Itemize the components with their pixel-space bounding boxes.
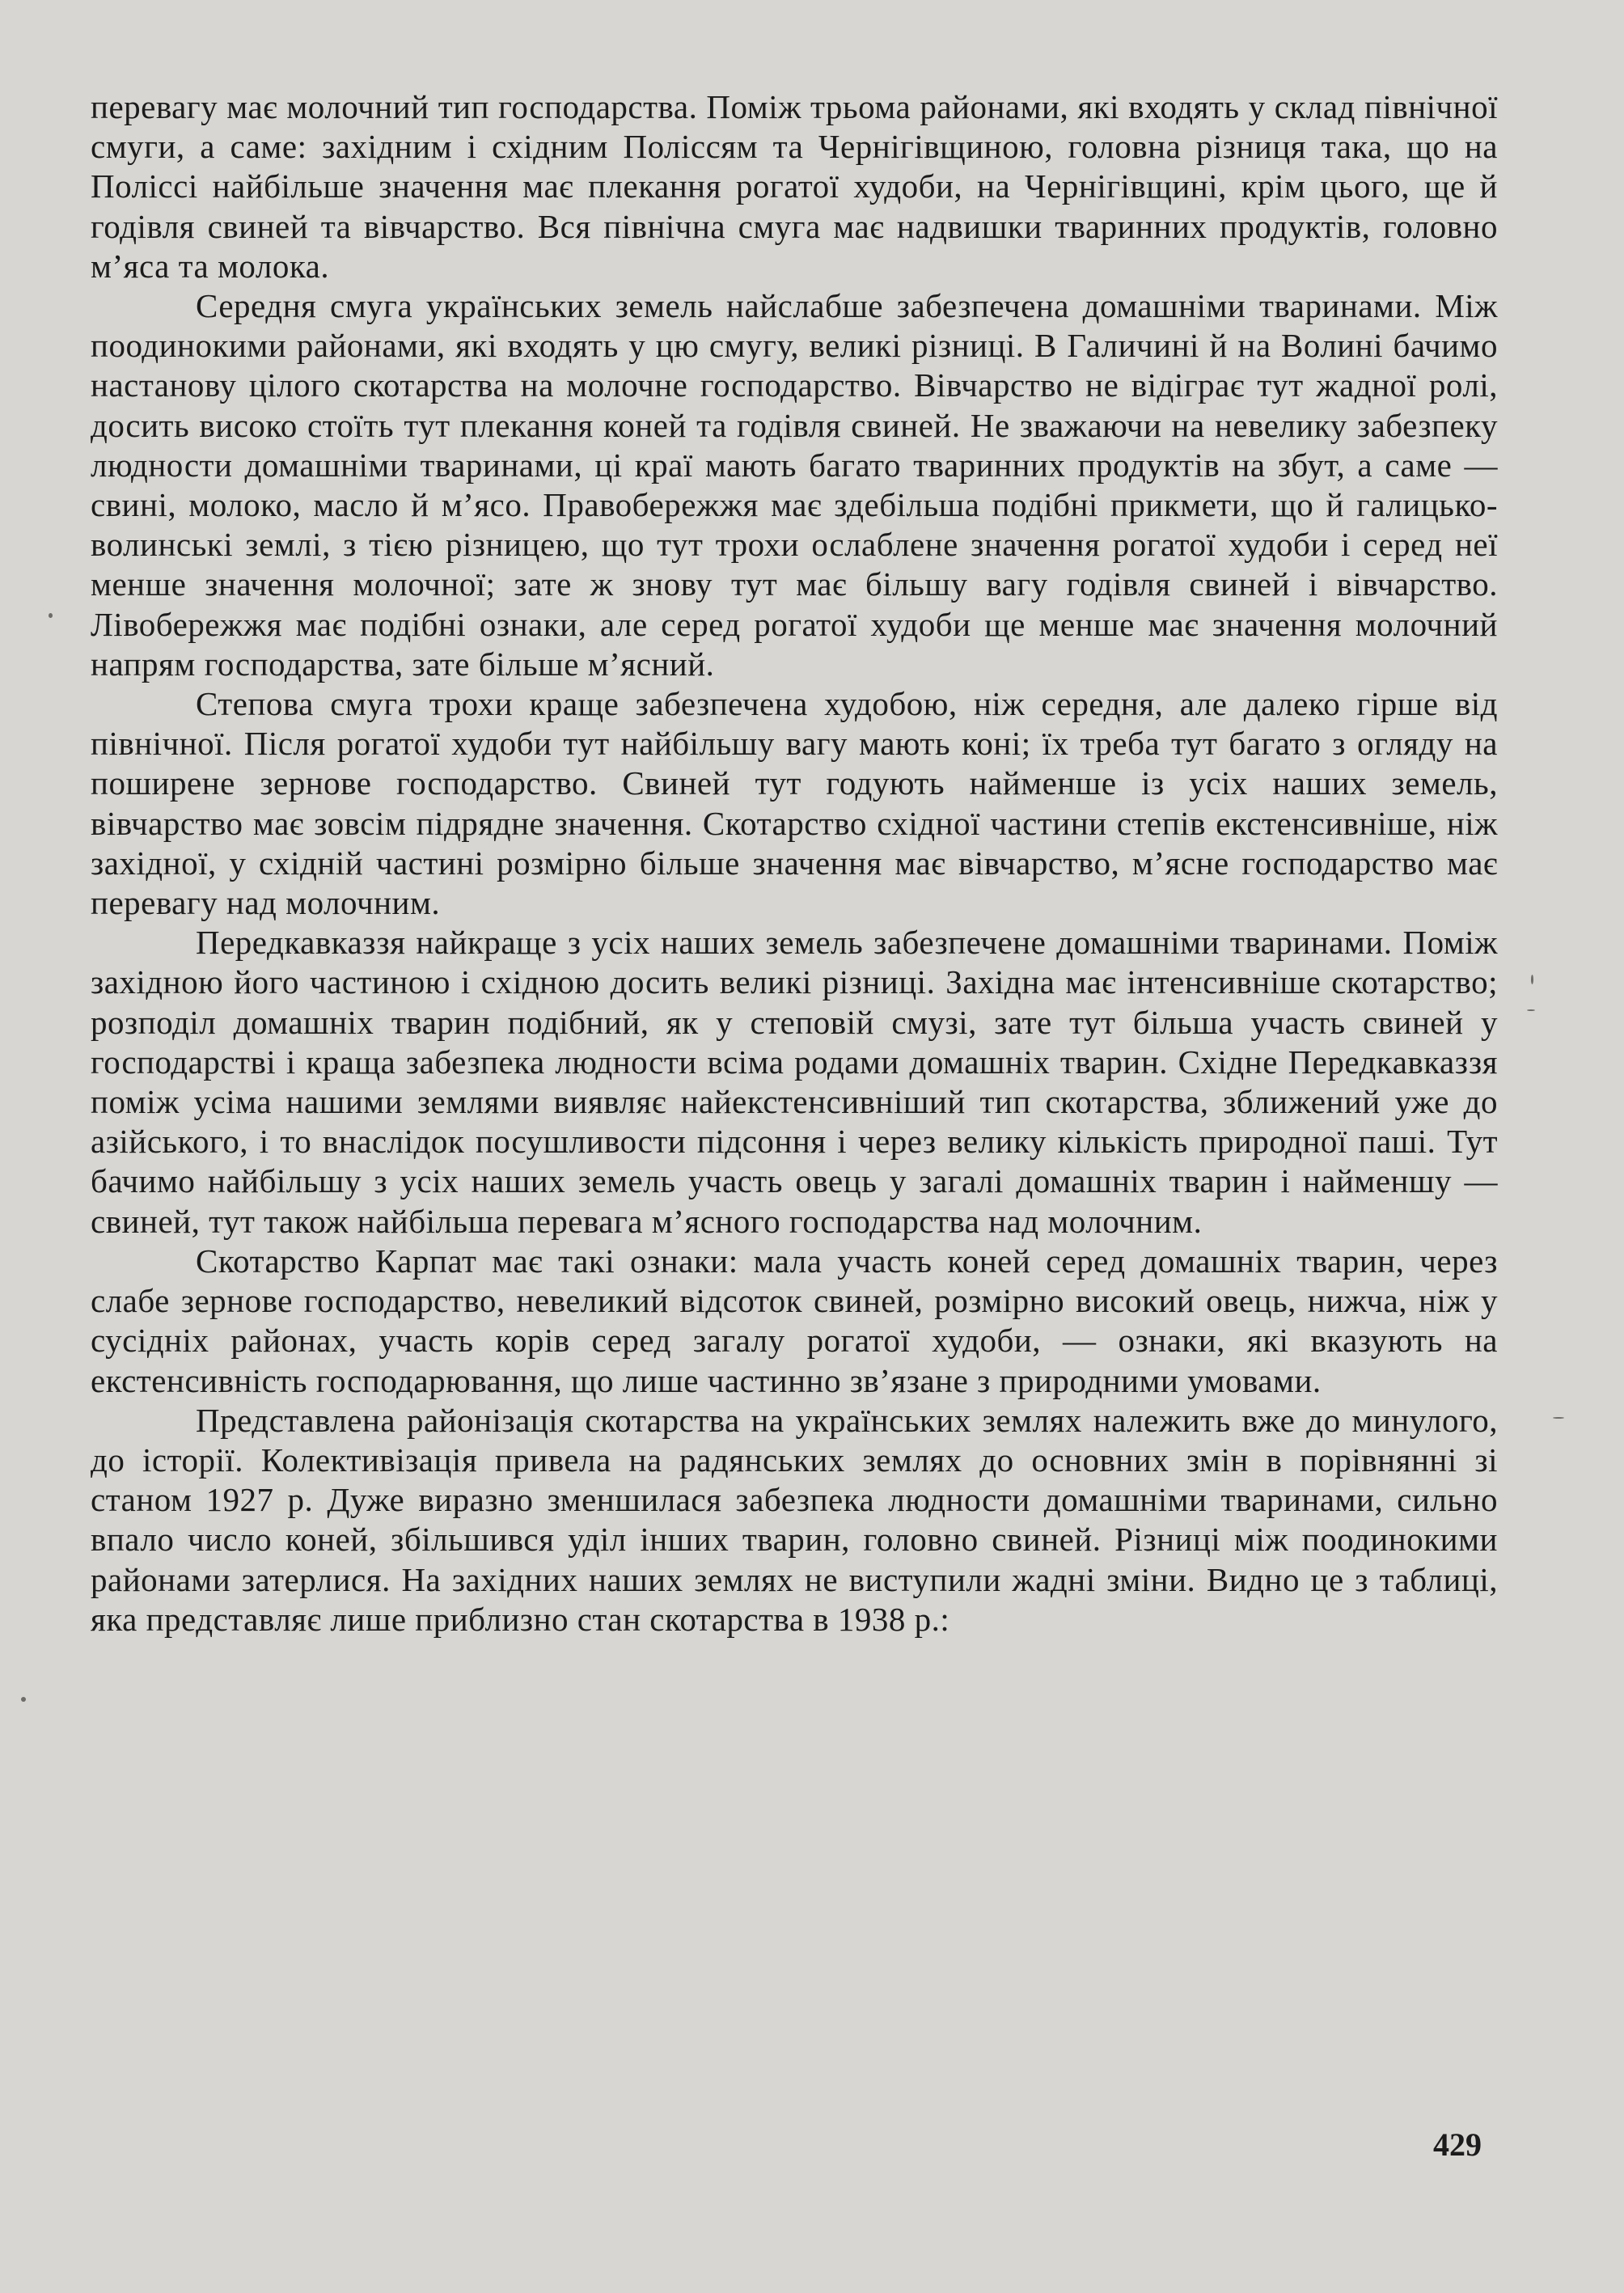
paragraph-continuation: перевагу має молочний тип господарства. Поміж трьома районами, які входять у склад північної смуги, а саме: західним і східним Поліссям та Чернігівщиною, головна різниця така, що на Поліссі найбільше значення має плекання рогатої худоби, на Чернігівщині, крім цього, ще й годівля свиней та вівчарство. Вся північна смуга має надвишки тваринних продуктів, головно м’яса та молока. — [91, 88, 1498, 285]
paper-speck — [1531, 975, 1533, 984]
paper-speck — [21, 1697, 26, 1702]
paragraph-middle-zone: Середня смуга українських земель найслабше забезпечена домашніми тваринами. Між поодинокими районами, які входять у цю смугу, великі різниці. В Галичині й на Волині бачимо настанову цілого скотарства на молочне господарство. Вівчарство не відіграє тут жадної ролі, досить високо стоїть тут плекання коней та годівля свиней. Не зважаючи на невелику забезпеку людности домашніми тваринами, ці краї мають багато тваринних продуктів на збут, а саме — свині, молоко, масло й м’ясо. Правобережжя має здебільша подібні прикмети, що й галицько-волинські землі, з тією різницею, що тут трохи ослаблене значення рогатої худоби і серед неї менше значення молочної; зате ж знову тут має більшу вагу годівля свиней і вівчарство. Лівобережжя має подібні ознаки, але серед рогатої худоби ще менше має значення молочний напрям господарства, зате більше м’ясний. — [91, 287, 1498, 683]
paragraph-steppe-zone: Степова смуга трохи краще забезпечена худобою, ніж середня, але далеко гірше від північної. Після рогатої худоби тут найбільшу вагу мають коні; їх треба тут багато з огляду на поширене зернове господарство. Свиней тут годують найменше із усіх наших земель, вівчарство має зовсім підрядне значення. Скотарство східної частини степів екстенсивніше, ніж західної, у східній частині розмірно більше значення має вівчарство, м’ясне господарство має перевагу над молочним. — [91, 685, 1498, 922]
paragraph-collectivization: Представлена районізація скотарства на українських землях належить вже до минулого, до історії. Колективізація привела на радянських землях до основних змін в порівнянні зі станом 1927 р. Дуже виразно зменшилася забезпека людности домашніми тваринами, сильно впало число коней, збільшився уділ інших тварин, головно свиней. Різниці між поодинокими районами затерлися. На західних наших землях не виступили жадні зміни. Видно це з таблиці, яка представляє лише приблизно стан скотарства в 1938 р.: — [91, 1401, 1498, 1638]
body-text — [91, 87, 1498, 1639]
paragraph-caucasus-foreland: Передкавказзя найкраще з усіх наших земель забезпечене домашніми тваринами. Поміж західною його частиною і східною досить великі різниці. Західна має інтенсивніше скотарство; розподіл домашніх тварин подібний, як у степовій смузі, зате тут більша участь свиней у господарстві і краща забезпека людности всіма родами домашніх тварин. Східне Передкавказзя поміж усіма нашими землями виявляє найекстенсивніший тип скотарства, зближений уже до азійського, і то внаслідок посушливости підсоння і через велику кількість природної паші. Тут бачимо найбільшу з усіх наших земель участь овець у загалі домашніх тварин і найменшу — свиней, тут також найбільша перевага м’ясного господарства над молочним. — [91, 924, 1498, 1240]
paper-speck — [1527, 1009, 1535, 1011]
page-number: 429 — [1433, 2126, 1482, 2163]
paragraph-carpathians: Скотарство Карпат має такі ознаки: мала участь коней серед домашніх тварин, через слабе зернове господарство, невеликий відсоток свиней, розмірно високий овець, нижча, ніж у сусідніх районах, участь корів серед загалу рогатої худоби, — ознаки, які вказують на екстенсивність господарювання, що лише частинно зв’язане з природними умовами. — [91, 1242, 1498, 1399]
paper-speck — [1553, 1417, 1564, 1419]
paper-speck — [49, 613, 53, 618]
